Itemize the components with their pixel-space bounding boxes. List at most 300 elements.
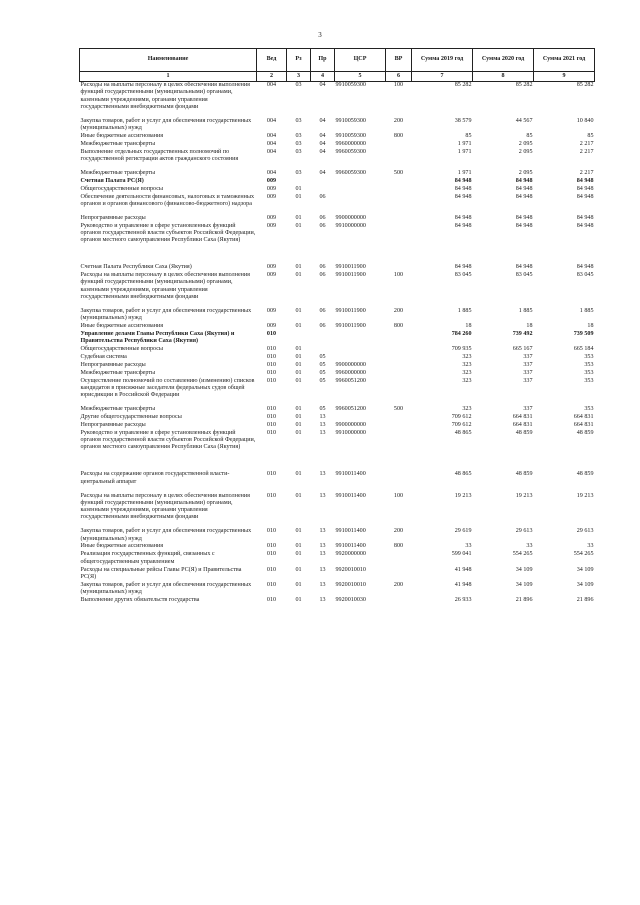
row-ved-cell: 009: [266, 193, 277, 200]
row-csr-cell: [335, 331, 386, 346]
row-rz-cell: 01: [295, 581, 302, 588]
row-ved-cell: 010: [266, 369, 277, 376]
row-sum-2020-cell: 21 896: [515, 596, 533, 603]
row-pr-cell: 13: [319, 471, 326, 478]
row-pr-cell: 05: [319, 354, 326, 360]
row-csr-cell: 9910059300: [335, 82, 366, 88]
row-sum-2020-cell: 337: [523, 354, 533, 360]
row-sum-2019-cell: 1 971: [457, 140, 472, 147]
row-sum-2020-cell: 29 613: [515, 528, 533, 535]
row-pr-cell: [311, 331, 335, 346]
table-row: [80, 354, 595, 362]
row-sum-2021-cell: 34 109: [576, 566, 594, 573]
table-row: [80, 551, 595, 566]
row-sum-2019-cell: 84 948: [454, 214, 472, 221]
row-sum-2020-cell: 1 885: [518, 307, 533, 314]
row-csr-cell: 9910011900: [335, 264, 366, 271]
header-vr: ВР: [386, 49, 412, 72]
row-csr-cell: 9910000000: [335, 222, 366, 229]
table-row: [80, 186, 595, 194]
table-row: [80, 141, 595, 149]
row-vr-cell: [386, 378, 412, 406]
row-sum-2019-cell: 84 948: [454, 222, 472, 229]
row-sum-2020-cell: 34 109: [515, 566, 533, 573]
row-rz-cell: 01: [295, 272, 302, 279]
row-pr-cell: 06: [319, 307, 326, 314]
row-pr-cell: 04: [319, 82, 326, 88]
row-sum-2021-cell: 2 217: [579, 148, 594, 155]
row-name-cell: Расходы на специальные рейсы Главы РС(Я) и Правительства РС(Я): [80, 566, 242, 580]
row-name-cell: Осуществление полномочий по составлению (изменению) списков кандидатов в присяжные заседатели федеральных судов общей юрисдикции в Российской Федерации: [80, 377, 255, 399]
row-pr-cell: 06: [319, 323, 326, 330]
row-vr-cell: [386, 331, 412, 346]
table-row: [80, 378, 595, 406]
row-name-cell: Иные бюджетные ассигнования: [80, 132, 164, 139]
row-name-cell: Выполнение отдельных государственных полномочий по государственной регистрации актов гражданского состояния: [80, 148, 239, 163]
row-sum-2020-cell: 44 567: [515, 117, 533, 124]
row-vr-cell: 500: [393, 169, 404, 176]
row-ved-cell: 009: [266, 272, 277, 279]
table-row: [80, 170, 595, 178]
row-name-cell: Обеспечение деятельности финансовых, налоговых и таможенных органов и органов финансового (финансово-бюджетного) надзора: [80, 193, 254, 207]
row-name-cell: Расходы на выплаты персоналу в целях обеспечения выполнения функций государственными (муниципальными) органами, казенными учреждениями, органами управления государственными внебюджетными фондами: [80, 492, 250, 521]
row-name-cell: Руководство и управление в сфере установленных функций органов государственной власти субъектов Российской Федерации, органов местного самоуправления Республики Саха (Якутия): [80, 222, 256, 244]
row-rz-cell: 01: [295, 551, 302, 558]
row-rz-cell: 01: [295, 222, 302, 229]
row-rz-cell: 01: [295, 492, 302, 499]
row-vr-cell: [386, 149, 412, 170]
row-name-cell: Управление делами Главы Республики Саха (Якутия) и Правительства Республики Саха (Якутия): [80, 330, 235, 345]
row-name-cell: Непрограммные расходы: [80, 214, 146, 221]
row-csr-cell: 9910011900: [335, 307, 366, 314]
row-sum-2020-cell: 2 095: [518, 169, 533, 176]
row-sum-2019-cell: 85: [465, 132, 472, 139]
row-pr-cell: 06: [319, 214, 326, 221]
row-vr-cell: [386, 141, 412, 149]
row-ved-cell: 010: [266, 377, 277, 384]
row-sum-2020-cell: 337: [523, 406, 533, 413]
row-name-cell: Межбюджетные трансферты: [80, 406, 156, 413]
row-sum-2020-cell: 84 948: [515, 222, 533, 229]
row-vr-cell: [386, 346, 412, 354]
table-row: [80, 370, 595, 378]
row-sum-2020-cell: 664 831: [512, 421, 533, 428]
row-csr-cell: 9960051200: [335, 377, 366, 384]
row-rz-cell: 03: [295, 169, 302, 176]
row-pr-cell: 06: [319, 272, 326, 279]
row-sum-2019-cell: 84 948: [454, 193, 472, 200]
row-ved-cell: 004: [266, 117, 277, 124]
row-rz-cell: 01: [295, 414, 302, 421]
column-number: 1: [80, 72, 257, 82]
row-pr-cell: 13: [319, 492, 326, 499]
row-sum-2019-cell: 1 971: [457, 169, 472, 176]
row-sum-2019-cell: 323: [462, 354, 472, 360]
row-rz-cell: 01: [295, 361, 302, 368]
row-csr-cell: 9960051200: [335, 406, 366, 413]
row-name-cell: Иные бюджетные ассигнования: [80, 543, 164, 550]
column-number: 4: [311, 72, 335, 82]
row-rz-cell: 01: [295, 307, 302, 314]
row-pr-cell: [311, 178, 335, 186]
table-row: [80, 582, 595, 597]
row-csr-cell: 9960059300: [335, 169, 366, 176]
row-vr-cell: [386, 551, 412, 566]
table-row: [80, 194, 595, 215]
row-ved-cell: 010: [266, 528, 277, 535]
budget-table: [79, 48, 595, 605]
row-ved-cell: 010: [266, 346, 277, 353]
row-ved-cell: 010: [266, 566, 277, 573]
column-number: 3: [287, 72, 311, 82]
table-row: [80, 406, 595, 414]
row-sum-2019-cell: 84 948: [454, 264, 472, 271]
row-rz-cell: 01: [295, 214, 302, 221]
row-name-cell: Реализация государственных функций, связанных с общегосударственным управлением: [80, 551, 215, 565]
row-name-cell: Расходы на выплаты персоналу в целях обеспечения выполнения функций государственными (муниципальными) органами, казенными учреждениями, органами управления государственными внебюджетными фондами: [80, 82, 250, 110]
row-vr-cell: [386, 370, 412, 378]
row-vr-cell: [386, 414, 412, 422]
row-sum-2020-cell: 85: [526, 132, 533, 139]
row-sum-2021-cell: 34 109: [576, 581, 594, 588]
row-pr-cell: 05: [319, 377, 326, 384]
table-row: [80, 272, 595, 308]
row-sum-2019-cell: 1 971: [457, 148, 472, 155]
table-header: [80, 49, 595, 82]
row-vr-cell: [386, 567, 412, 582]
row-sum-2020-cell: 34 109: [515, 581, 533, 588]
row-vr-cell: 800: [393, 132, 404, 139]
row-name-cell: Общегосударственные вопросы: [80, 346, 164, 353]
row-rz-cell: 03: [295, 132, 302, 139]
row-rz-cell: 01: [295, 596, 302, 603]
row-pr-cell: 13: [319, 429, 326, 436]
row-vr-cell: [386, 362, 412, 370]
table-row: [80, 308, 595, 323]
row-ved-cell: 004: [266, 82, 277, 88]
row-ved-cell: 010: [266, 581, 277, 588]
row-sum-2020-cell: 19 213: [515, 492, 533, 499]
row-csr-cell: 9920010010: [335, 566, 366, 573]
row-sum-2020-cell: 84 948: [515, 185, 533, 192]
row-csr-cell: [335, 346, 386, 354]
row-sum-2020-cell: 48 859: [515, 429, 533, 436]
row-ved-cell: 010: [266, 361, 277, 368]
row-rz-cell: 01: [295, 354, 302, 360]
row-sum-2019-cell: 323: [462, 369, 472, 376]
row-sum-2021-cell: 353: [584, 406, 594, 413]
row-sum-2019-cell: 709 612: [451, 414, 472, 421]
row-sum-2021-cell: 84 948: [576, 193, 594, 200]
row-sum-2019-cell: 323: [462, 361, 472, 368]
table-row: [80, 493, 595, 529]
row-rz-cell: 01: [295, 264, 302, 271]
row-sum-2019-cell: 84 948: [454, 185, 472, 192]
row-rz-cell: 01: [295, 406, 302, 413]
row-csr-cell: 9920000000: [335, 551, 366, 558]
row-vr-cell: 100: [393, 492, 404, 499]
row-ved-cell: 010: [266, 330, 277, 337]
row-vr-cell: 500: [393, 406, 404, 413]
row-ved-cell: 010: [266, 596, 277, 603]
row-pr-cell: 13: [319, 543, 326, 550]
row-csr-cell: [335, 354, 386, 362]
row-sum-2020-cell: 84 948: [515, 264, 533, 271]
row-csr-cell: 9960059300: [335, 148, 366, 155]
row-pr-cell: 04: [319, 140, 326, 147]
row-vr-cell: [386, 178, 412, 186]
row-rz-cell: 01: [295, 429, 302, 436]
row-sum-2019-cell: 19 213: [454, 492, 472, 499]
row-pr-cell: 05: [319, 406, 326, 413]
row-sum-2019-cell: 33: [465, 543, 472, 550]
row-name-cell: Расходы на содержание органов государственной власти- центральный аппарат: [80, 471, 230, 485]
header-pr: Пр: [311, 49, 335, 72]
row-csr-cell: 9920010010: [335, 581, 366, 588]
header-ved: Вед: [257, 49, 287, 72]
row-sum-2021-cell: 19 213: [576, 492, 594, 499]
row-csr-cell: 9960000000: [335, 140, 366, 147]
row-sum-2020-cell: 337: [523, 377, 533, 384]
row-vr-cell: 200: [393, 581, 404, 588]
row-vr-cell: [386, 430, 412, 471]
row-sum-2019-cell: 709 935: [451, 346, 472, 353]
row-name-cell: Выполнение других обязательств государства: [80, 596, 200, 603]
row-pr-cell: 13: [319, 528, 326, 535]
row-pr-cell: 13: [319, 596, 326, 603]
table-row: [80, 430, 595, 471]
row-ved-cell: 004: [266, 148, 277, 155]
row-rz-cell: 01: [295, 377, 302, 384]
row-sum-2021-cell: 84 948: [576, 214, 594, 221]
row-sum-2020-cell: 739 492: [512, 330, 533, 337]
table-row: [80, 346, 595, 354]
row-sum-2021-cell: 84 948: [576, 185, 594, 192]
row-csr-cell: 9900000000: [335, 214, 366, 221]
row-csr-cell: 9910059300: [335, 117, 366, 124]
row-vr-cell: 100: [393, 82, 404, 88]
table-row: [80, 362, 595, 370]
row-sum-2019-cell: 29 619: [454, 528, 472, 535]
row-pr-cell: 04: [319, 132, 326, 139]
row-csr-cell: 9900000000: [335, 361, 366, 368]
row-csr-cell: 9900000000: [335, 421, 366, 428]
row-sum-2021-cell: 48 859: [576, 429, 594, 436]
row-csr-cell: 9910011400: [335, 528, 366, 535]
row-rz-cell: 01: [295, 323, 302, 330]
row-sum-2021-cell: 85: [587, 132, 594, 139]
row-csr-cell: 9910000000: [335, 429, 366, 436]
table-row: [80, 597, 595, 605]
row-rz-cell: 01: [295, 185, 302, 192]
row-sum-2019-cell: 323: [462, 377, 472, 384]
row-rz-cell: 03: [295, 140, 302, 147]
row-vr-cell: 100: [393, 272, 404, 279]
row-sum-2021-cell: 353: [584, 354, 594, 360]
row-sum-2019-cell: 323: [462, 406, 472, 413]
row-vr-cell: 800: [393, 543, 404, 550]
row-csr-cell: 9910011400: [335, 492, 366, 499]
table-row: [80, 323, 595, 331]
row-name-cell: Счетная Палата Республики Саха (Якутия): [80, 264, 192, 271]
table-row: [80, 528, 595, 543]
row-name-cell: Руководство и управление в сфере установленных функций органов государственной власти субъектов Российской Федерации, органов местного самоуправления Республики Саха (Якутия): [80, 429, 256, 451]
row-rz-cell: [287, 178, 311, 186]
table-row: [80, 471, 595, 492]
row-name-cell: Непрограммные расходы: [80, 361, 146, 368]
row-rz-cell: 01: [295, 421, 302, 428]
row-sum-2020-cell: 665 167: [512, 346, 533, 353]
row-sum-2021-cell: 664 831: [573, 414, 594, 421]
row-ved-cell: 009: [266, 307, 277, 314]
row-ved-cell: 010: [266, 421, 277, 428]
row-sum-2021-cell: 353: [584, 361, 594, 368]
row-name-cell: Расходы на выплаты персоналу в целях обеспечения выполнения функций государственными (муниципальными) органами, казенными учреждениями, органами управления государственными внебюджетными фондами: [80, 272, 250, 300]
row-sum-2019-cell: 48 865: [454, 471, 472, 478]
row-sum-2020-cell: 84 948: [515, 193, 533, 200]
row-csr-cell: 9960000000: [335, 369, 366, 376]
row-csr-cell: 9910011900: [335, 272, 366, 279]
row-name-cell: Иные бюджетные ассигнования: [80, 323, 164, 330]
row-pr-cell: 04: [319, 169, 326, 176]
row-name-cell: Судебная система: [80, 354, 127, 360]
row-sum-2019-cell: 41 948: [454, 581, 472, 588]
row-ved-cell: 010: [266, 429, 277, 436]
row-rz-cell: 03: [295, 82, 302, 88]
row-sum-2020-cell: 664 831: [512, 414, 533, 421]
row-name-cell: Непрограммные расходы: [80, 421, 146, 428]
table-row: [80, 215, 595, 223]
table-row: [80, 264, 595, 272]
table-row: [80, 133, 595, 141]
row-vr-cell: [386, 215, 412, 223]
row-vr-cell: [386, 422, 412, 430]
row-csr-cell: [335, 414, 386, 422]
row-rz-cell: 01: [295, 543, 302, 550]
row-sum-2019-cell: 48 865: [454, 429, 472, 436]
row-ved-cell: 010: [266, 492, 277, 499]
row-sum-2020-cell: 48 859: [515, 471, 533, 478]
row-pr-cell: 06: [319, 193, 326, 200]
row-sum-2021-cell: 83 045: [576, 272, 594, 279]
row-rz-cell: 03: [295, 148, 302, 155]
row-sum-2019-cell: 1 885: [457, 307, 472, 314]
row-pr-cell: [311, 346, 335, 354]
row-vr-cell: [386, 471, 412, 492]
row-pr-cell: 04: [319, 117, 326, 124]
row-sum-2019-cell: 41 948: [454, 566, 472, 573]
column-number-row: [80, 72, 595, 82]
row-ved-cell: 010: [266, 551, 277, 558]
row-pr-cell: 05: [319, 369, 326, 376]
row-ved-cell: 010: [266, 471, 277, 478]
row-csr-cell: 9920010030: [335, 596, 366, 603]
row-csr-cell: 9910011900: [335, 323, 366, 330]
row-sum-2020-cell: 85 282: [515, 82, 533, 88]
row-sum-2020-cell: 2 095: [518, 140, 533, 147]
row-vr-cell: 800: [393, 323, 404, 330]
row-rz-cell: 01: [295, 193, 302, 200]
row-name-cell: Межбюджетные трансферты: [80, 369, 156, 376]
row-rz-cell: 01: [295, 528, 302, 535]
row-sum-2021-cell: 29 613: [576, 528, 594, 535]
row-sum-2020-cell: 554 265: [512, 551, 533, 558]
row-ved-cell: 009: [266, 185, 277, 192]
row-sum-2021-cell: 48 859: [576, 471, 594, 478]
row-sum-2019-cell: 85 282: [454, 82, 472, 88]
row-sum-2020-cell: 84 948: [515, 214, 533, 221]
row-sum-2021-cell: 664 831: [573, 421, 594, 428]
row-sum-2021-cell: 84 948: [576, 222, 594, 229]
row-sum-2019-cell: 26 933: [454, 596, 472, 603]
row-sum-2021-cell: 10 840: [576, 117, 594, 124]
row-sum-2020-cell: 2 095: [518, 148, 533, 155]
row-ved-cell: 009: [266, 222, 277, 229]
row-pr-cell: 13: [319, 566, 326, 573]
row-sum-2020-cell: 337: [523, 361, 533, 368]
row-name-cell: Закупка товаров, работ и услуг для обеспечения государственных (муниципальных) нужд: [80, 528, 252, 542]
header-csr: ЦСР: [335, 49, 386, 72]
row-name-cell: Счетная Палата РС(Я): [80, 177, 144, 184]
header-sum-2019: Сумма 2019 год: [412, 49, 473, 72]
row-rz-cell: [287, 331, 311, 346]
column-number: 2: [257, 72, 287, 82]
row-sum-2021-cell: 739 509: [573, 330, 594, 337]
header-sum-2020: Сумма 2020 год: [473, 49, 534, 72]
row-pr-cell: 13: [319, 421, 326, 428]
row-sum-2019-cell: 709 612: [451, 421, 472, 428]
row-rz-cell: 01: [295, 566, 302, 573]
row-ved-cell: 009: [266, 323, 277, 330]
row-vr-cell: [386, 354, 412, 362]
column-number: 9: [534, 72, 595, 82]
row-vr-cell: [386, 194, 412, 215]
row-ved-cell: 010: [266, 414, 277, 421]
row-sum-2021-cell: 353: [584, 377, 594, 384]
row-sum-2021-cell: 18: [587, 323, 594, 330]
column-number: 7: [412, 72, 473, 82]
row-vr-cell: [386, 264, 412, 272]
column-number: 6: [386, 72, 412, 82]
header-sum-2021: Сумма 2021 год: [534, 49, 595, 72]
table-body: [80, 82, 595, 605]
row-vr-cell: [386, 186, 412, 194]
row-vr-cell: [386, 597, 412, 605]
table-row: [80, 118, 595, 133]
table-row: [80, 149, 595, 170]
table-row: [80, 331, 595, 346]
row-ved-cell: 004: [266, 132, 277, 139]
row-csr-cell: 9910011400: [335, 543, 366, 550]
row-vr-cell: 200: [393, 307, 404, 314]
row-sum-2019-cell: 599 041: [451, 551, 472, 558]
row-ved-cell: 004: [266, 140, 277, 147]
row-pr-cell: 05: [319, 361, 326, 368]
header-name: Наименование: [80, 49, 257, 72]
row-sum-2021-cell: 2 217: [579, 140, 594, 147]
row-pr-cell: 04: [319, 148, 326, 155]
row-rz-cell: 01: [295, 471, 302, 478]
row-pr-cell: [311, 186, 335, 194]
row-name-cell: Другие общегосударственные вопросы: [80, 414, 182, 421]
row-ved-cell: 009: [266, 264, 277, 271]
row-sum-2019-cell: 18: [465, 323, 472, 330]
row-sum-2019-cell: 38 579: [454, 117, 472, 124]
table-row: [80, 223, 595, 264]
row-sum-2021-cell: 84 948: [576, 177, 594, 184]
row-csr-cell: 9910059300: [335, 132, 366, 139]
row-name-cell: Закупка товаров, работ и услуг для обеспечения государственных (муниципальных) нужд: [80, 307, 252, 322]
